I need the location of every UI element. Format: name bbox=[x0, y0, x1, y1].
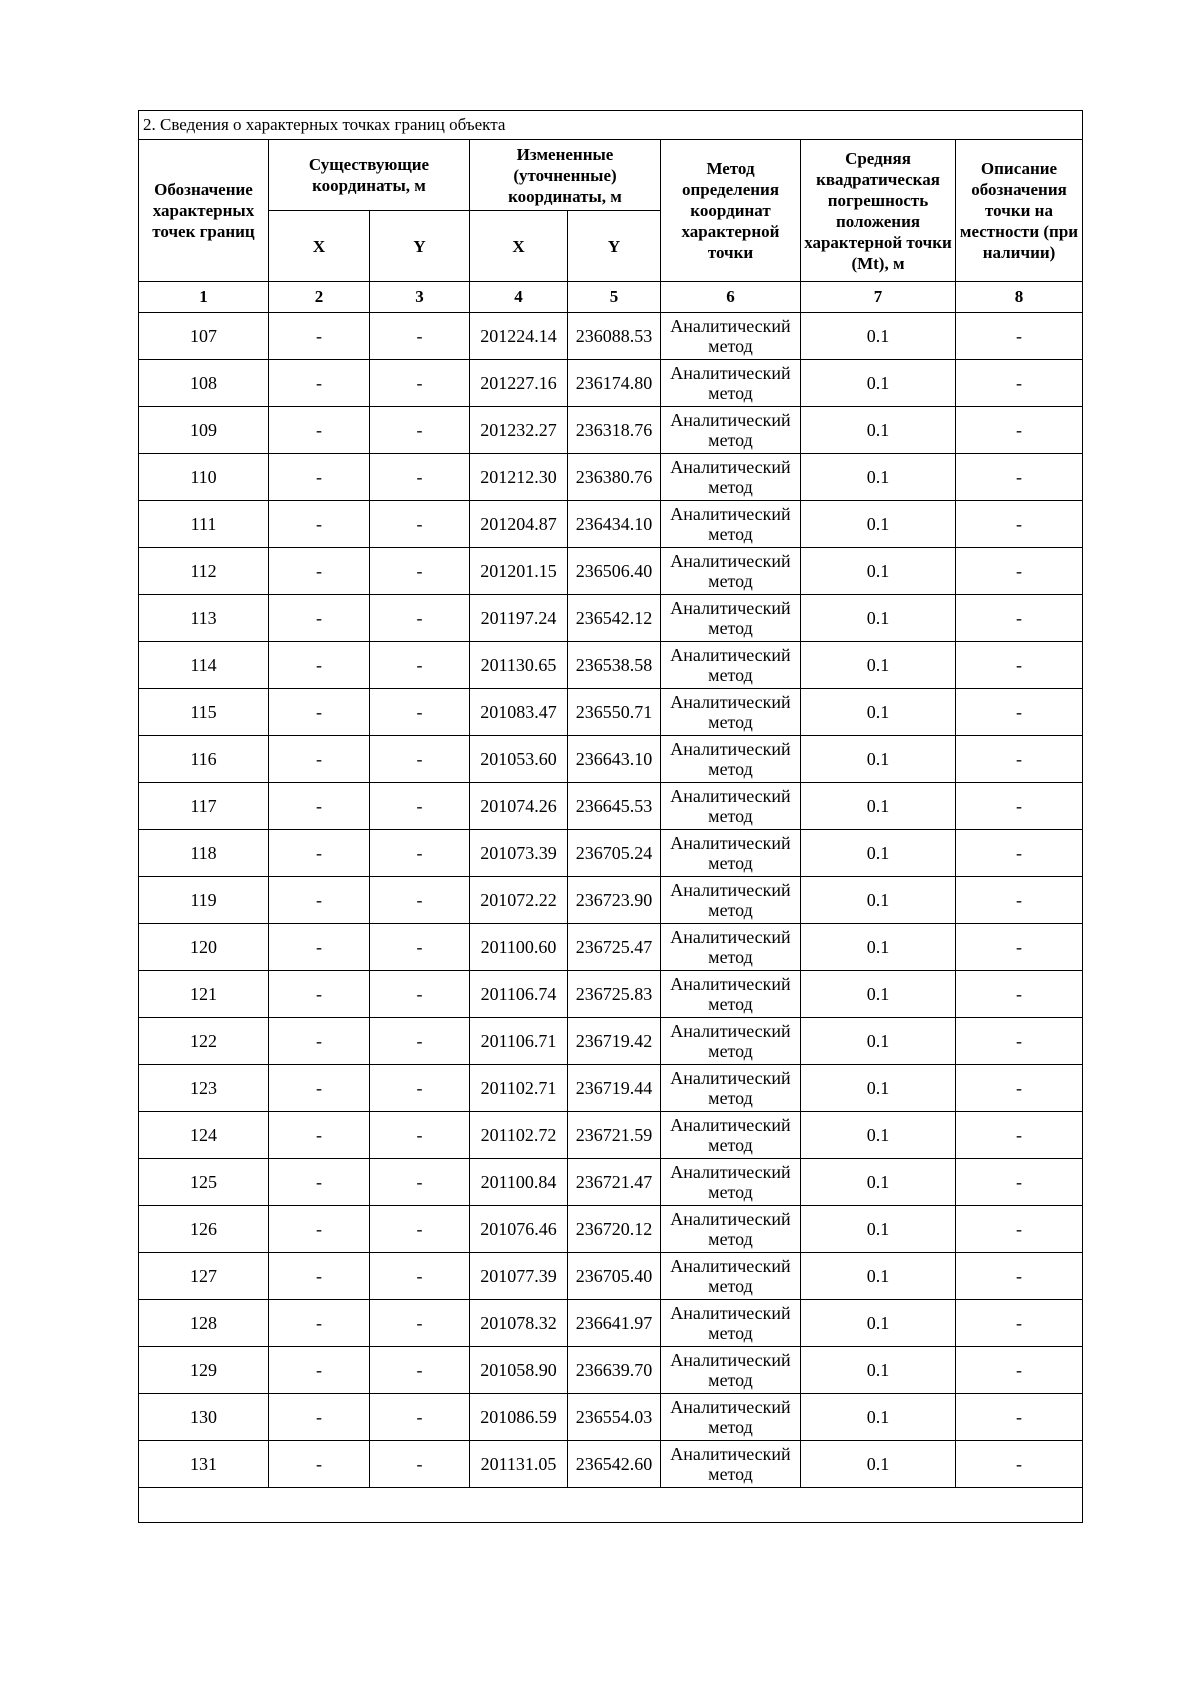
table-row bbox=[139, 501, 1083, 548]
cell-description: - bbox=[956, 454, 1083, 501]
cell-changed-x: 201058.90 bbox=[470, 1347, 568, 1394]
cell-point-number: 113 bbox=[139, 595, 269, 642]
cell-point-number: 122 bbox=[139, 1018, 269, 1065]
cell-mean-error: 0.1 bbox=[801, 877, 956, 924]
cell-point-number: 118 bbox=[139, 830, 269, 877]
cell-mean-error: 0.1 bbox=[801, 360, 956, 407]
header-existing-y: Y bbox=[370, 211, 470, 282]
cell-description: - bbox=[956, 1112, 1083, 1159]
document-page bbox=[138, 110, 1082, 1523]
cell-changed-x: 201053.60 bbox=[470, 736, 568, 783]
cell-changed-x: 201072.22 bbox=[470, 877, 568, 924]
cell-changed-x: 201130.65 bbox=[470, 642, 568, 689]
cell-point-number: 115 bbox=[139, 689, 269, 736]
cell-mean-error: 0.1 bbox=[801, 1018, 956, 1065]
cell-description: - bbox=[956, 830, 1083, 877]
cell-description: - bbox=[956, 1253, 1083, 1300]
header-changed-coordinates: Измененные (уточненные) координаты, м bbox=[470, 140, 661, 211]
cell-changed-x: 201086.59 bbox=[470, 1394, 568, 1441]
cell-method: Аналитический метод bbox=[661, 407, 801, 454]
cell-existing-x: - bbox=[269, 313, 370, 360]
cell-method: Аналитический метод bbox=[661, 689, 801, 736]
cell-existing-y: - bbox=[370, 971, 470, 1018]
cell-existing-x: - bbox=[269, 548, 370, 595]
cell-changed-x: 201076.46 bbox=[470, 1206, 568, 1253]
cell-point-number: 114 bbox=[139, 642, 269, 689]
table-row bbox=[139, 1300, 1083, 1347]
cell-method: Аналитический метод bbox=[661, 1347, 801, 1394]
cell-existing-x: - bbox=[269, 595, 370, 642]
cell-point-number: 112 bbox=[139, 548, 269, 595]
cell-existing-y: - bbox=[370, 454, 470, 501]
cell-mean-error: 0.1 bbox=[801, 1394, 956, 1441]
table-row bbox=[139, 313, 1083, 360]
cell-description: - bbox=[956, 971, 1083, 1018]
cell-changed-x: 201083.47 bbox=[470, 689, 568, 736]
cell-changed-y: 236550.71 bbox=[568, 689, 661, 736]
cell-point-number: 109 bbox=[139, 407, 269, 454]
cell-changed-x: 201212.30 bbox=[470, 454, 568, 501]
cell-method: Аналитический метод bbox=[661, 1394, 801, 1441]
cell-changed-y: 236723.90 bbox=[568, 877, 661, 924]
cell-method: Аналитический метод bbox=[661, 1253, 801, 1300]
column-number: 8 bbox=[956, 282, 1083, 313]
cell-description: - bbox=[956, 736, 1083, 783]
table-row bbox=[139, 1018, 1083, 1065]
empty-cell bbox=[139, 1488, 1083, 1523]
cell-description: - bbox=[956, 1300, 1083, 1347]
cell-changed-y: 236318.76 bbox=[568, 407, 661, 454]
cell-changed-x: 201106.74 bbox=[470, 971, 568, 1018]
cell-description: - bbox=[956, 689, 1083, 736]
cell-existing-y: - bbox=[370, 548, 470, 595]
cell-existing-x: - bbox=[269, 689, 370, 736]
cell-description: - bbox=[956, 548, 1083, 595]
cell-changed-y: 236725.83 bbox=[568, 971, 661, 1018]
cell-changed-y: 236705.24 bbox=[568, 830, 661, 877]
cell-mean-error: 0.1 bbox=[801, 548, 956, 595]
cell-description: - bbox=[956, 1394, 1083, 1441]
header-changed-y: Y bbox=[568, 211, 661, 282]
table-row bbox=[139, 971, 1083, 1018]
cell-changed-x: 201201.15 bbox=[470, 548, 568, 595]
cell-existing-y: - bbox=[370, 1441, 470, 1488]
cell-mean-error: 0.1 bbox=[801, 1159, 956, 1206]
cell-description: - bbox=[956, 1065, 1083, 1112]
cell-method: Аналитический метод bbox=[661, 501, 801, 548]
cell-mean-error: 0.1 bbox=[801, 313, 956, 360]
table-row bbox=[139, 689, 1083, 736]
cell-method: Аналитический метод bbox=[661, 1065, 801, 1112]
cell-existing-y: - bbox=[370, 313, 470, 360]
cell-existing-y: - bbox=[370, 642, 470, 689]
cell-existing-x: - bbox=[269, 1112, 370, 1159]
table-row bbox=[139, 1159, 1083, 1206]
cell-changed-y: 236434.10 bbox=[568, 501, 661, 548]
cell-existing-y: - bbox=[370, 1065, 470, 1112]
column-number: 7 bbox=[801, 282, 956, 313]
cell-existing-y: - bbox=[370, 736, 470, 783]
cell-method: Аналитический метод bbox=[661, 783, 801, 830]
cell-method: Аналитический метод bbox=[661, 1018, 801, 1065]
cell-mean-error: 0.1 bbox=[801, 501, 956, 548]
cell-changed-y: 236542.60 bbox=[568, 1441, 661, 1488]
cell-method: Аналитический метод bbox=[661, 924, 801, 971]
cell-description: - bbox=[956, 783, 1083, 830]
table-row bbox=[139, 1065, 1083, 1112]
table-row bbox=[139, 595, 1083, 642]
cell-changed-y: 236641.97 bbox=[568, 1300, 661, 1347]
cell-mean-error: 0.1 bbox=[801, 783, 956, 830]
cell-mean-error: 0.1 bbox=[801, 924, 956, 971]
cell-point-number: 110 bbox=[139, 454, 269, 501]
cell-changed-y: 236542.12 bbox=[568, 595, 661, 642]
cell-existing-x: - bbox=[269, 1159, 370, 1206]
cell-description: - bbox=[956, 501, 1083, 548]
cell-existing-y: - bbox=[370, 1347, 470, 1394]
cell-changed-x: 201074.26 bbox=[470, 783, 568, 830]
cell-existing-x: - bbox=[269, 877, 370, 924]
cell-existing-x: - bbox=[269, 1441, 370, 1488]
table-row bbox=[139, 454, 1083, 501]
cell-description: - bbox=[956, 1347, 1083, 1394]
cell-method: Аналитический метод bbox=[661, 595, 801, 642]
cell-existing-y: - bbox=[370, 924, 470, 971]
cell-changed-y: 236506.40 bbox=[568, 548, 661, 595]
cell-point-number: 120 bbox=[139, 924, 269, 971]
cell-description: - bbox=[956, 407, 1083, 454]
header-mean-error: Средняя квадратическая погрешность положения характерной точки (Mt), м bbox=[801, 140, 956, 282]
table-row bbox=[139, 407, 1083, 454]
cell-point-number: 125 bbox=[139, 1159, 269, 1206]
cell-existing-y: - bbox=[370, 830, 470, 877]
cell-point-number: 107 bbox=[139, 313, 269, 360]
cell-changed-x: 201102.71 bbox=[470, 1065, 568, 1112]
cell-existing-x: - bbox=[269, 407, 370, 454]
cell-method: Аналитический метод bbox=[661, 830, 801, 877]
cell-existing-y: - bbox=[370, 1159, 470, 1206]
column-number: 3 bbox=[370, 282, 470, 313]
cell-mean-error: 0.1 bbox=[801, 1441, 956, 1488]
table-row bbox=[139, 1394, 1083, 1441]
cell-changed-x: 201077.39 bbox=[470, 1253, 568, 1300]
cell-description: - bbox=[956, 877, 1083, 924]
cell-existing-y: - bbox=[370, 1018, 470, 1065]
table-row bbox=[139, 1441, 1083, 1488]
table-row bbox=[139, 642, 1083, 689]
cell-method: Аналитический метод bbox=[661, 877, 801, 924]
cell-method: Аналитический метод bbox=[661, 1441, 801, 1488]
cell-existing-x: - bbox=[269, 1018, 370, 1065]
cell-mean-error: 0.1 bbox=[801, 642, 956, 689]
cell-changed-x: 201232.27 bbox=[470, 407, 568, 454]
cell-changed-y: 236639.70 bbox=[568, 1347, 661, 1394]
cell-existing-x: - bbox=[269, 1206, 370, 1253]
cell-changed-x: 201224.14 bbox=[470, 313, 568, 360]
cell-changed-x: 201227.16 bbox=[470, 360, 568, 407]
cell-existing-x: - bbox=[269, 1394, 370, 1441]
cell-point-number: 121 bbox=[139, 971, 269, 1018]
header-description: Описание обозначения точки на местности (при наличии) bbox=[956, 140, 1083, 282]
cell-existing-x: - bbox=[269, 924, 370, 971]
cell-changed-x: 201204.87 bbox=[470, 501, 568, 548]
cell-point-number: 108 bbox=[139, 360, 269, 407]
cell-mean-error: 0.1 bbox=[801, 1300, 956, 1347]
cell-existing-y: - bbox=[370, 877, 470, 924]
header-changed-x: X bbox=[470, 211, 568, 282]
cell-existing-y: - bbox=[370, 1253, 470, 1300]
cell-method: Аналитический метод bbox=[661, 736, 801, 783]
cell-point-number: 116 bbox=[139, 736, 269, 783]
cell-point-number: 124 bbox=[139, 1112, 269, 1159]
cell-changed-y: 236705.40 bbox=[568, 1253, 661, 1300]
cell-changed-x: 201078.32 bbox=[470, 1300, 568, 1347]
cell-description: - bbox=[956, 1206, 1083, 1253]
table-row bbox=[139, 1112, 1083, 1159]
cell-changed-x: 201100.84 bbox=[470, 1159, 568, 1206]
cell-changed-x: 201102.72 bbox=[470, 1112, 568, 1159]
cell-changed-y: 236721.59 bbox=[568, 1112, 661, 1159]
cell-changed-x: 201131.05 bbox=[470, 1441, 568, 1488]
cell-changed-y: 236645.53 bbox=[568, 783, 661, 830]
table-row bbox=[139, 1206, 1083, 1253]
column-number: 5 bbox=[568, 282, 661, 313]
cell-mean-error: 0.1 bbox=[801, 1347, 956, 1394]
cell-method: Аналитический метод bbox=[661, 548, 801, 595]
table-row bbox=[139, 360, 1083, 407]
cell-existing-x: - bbox=[269, 642, 370, 689]
cell-existing-y: - bbox=[370, 595, 470, 642]
cell-existing-x: - bbox=[269, 830, 370, 877]
header-point-designation: Обозначение характерных точек границ bbox=[139, 140, 269, 282]
cell-method: Аналитический метод bbox=[661, 1112, 801, 1159]
cell-point-number: 117 bbox=[139, 783, 269, 830]
cell-changed-x: 201073.39 bbox=[470, 830, 568, 877]
cell-existing-y: - bbox=[370, 1112, 470, 1159]
cell-mean-error: 0.1 bbox=[801, 1253, 956, 1300]
cell-description: - bbox=[956, 360, 1083, 407]
cell-changed-y: 236721.47 bbox=[568, 1159, 661, 1206]
cell-existing-x: - bbox=[269, 1347, 370, 1394]
table-row bbox=[139, 736, 1083, 783]
column-number: 1 bbox=[139, 282, 269, 313]
column-number: 4 bbox=[470, 282, 568, 313]
cell-description: - bbox=[956, 595, 1083, 642]
table-row bbox=[139, 877, 1083, 924]
table-row bbox=[139, 924, 1083, 971]
table-row bbox=[139, 548, 1083, 595]
cell-existing-y: - bbox=[370, 783, 470, 830]
cell-changed-y: 236174.80 bbox=[568, 360, 661, 407]
table-row bbox=[139, 1347, 1083, 1394]
cell-changed-x: 201106.71 bbox=[470, 1018, 568, 1065]
cell-description: - bbox=[956, 924, 1083, 971]
cell-point-number: 129 bbox=[139, 1347, 269, 1394]
table-body bbox=[139, 313, 1083, 1488]
cell-mean-error: 0.1 bbox=[801, 407, 956, 454]
cell-mean-error: 0.1 bbox=[801, 454, 956, 501]
cell-changed-y: 236538.58 bbox=[568, 642, 661, 689]
cell-description: - bbox=[956, 1159, 1083, 1206]
cell-method: Аналитический метод bbox=[661, 1159, 801, 1206]
cell-method: Аналитический метод bbox=[661, 313, 801, 360]
cell-point-number: 131 bbox=[139, 1441, 269, 1488]
cell-existing-y: - bbox=[370, 1394, 470, 1441]
cell-mean-error: 0.1 bbox=[801, 1112, 956, 1159]
cell-point-number: 130 bbox=[139, 1394, 269, 1441]
cell-existing-x: - bbox=[269, 1065, 370, 1112]
table-row bbox=[139, 783, 1083, 830]
header-existing-coordinates: Существующие координаты, м bbox=[269, 140, 470, 211]
cell-mean-error: 0.1 bbox=[801, 689, 956, 736]
cell-existing-x: - bbox=[269, 1253, 370, 1300]
cell-description: - bbox=[956, 1018, 1083, 1065]
cell-method: Аналитический метод bbox=[661, 1300, 801, 1347]
cell-changed-y: 236725.47 bbox=[568, 924, 661, 971]
cell-changed-y: 236643.10 bbox=[568, 736, 661, 783]
cell-method: Аналитический метод bbox=[661, 642, 801, 689]
cell-changed-y: 236719.42 bbox=[568, 1018, 661, 1065]
cell-changed-y: 236088.53 bbox=[568, 313, 661, 360]
cell-existing-x: - bbox=[269, 360, 370, 407]
cell-method: Аналитический метод bbox=[661, 454, 801, 501]
column-number: 2 bbox=[269, 282, 370, 313]
cell-changed-x: 201100.60 bbox=[470, 924, 568, 971]
cell-existing-y: - bbox=[370, 407, 470, 454]
header-existing-x: X bbox=[269, 211, 370, 282]
cell-existing-x: - bbox=[269, 736, 370, 783]
cell-existing-x: - bbox=[269, 783, 370, 830]
cell-point-number: 111 bbox=[139, 501, 269, 548]
boundary-points-table bbox=[138, 110, 1083, 1523]
cell-changed-y: 236719.44 bbox=[568, 1065, 661, 1112]
cell-mean-error: 0.1 bbox=[801, 830, 956, 877]
section-title: 2. Сведения о характерных точках границ объекта bbox=[139, 111, 1083, 140]
cell-point-number: 119 bbox=[139, 877, 269, 924]
table-row bbox=[139, 830, 1083, 877]
cell-mean-error: 0.1 bbox=[801, 736, 956, 783]
cell-point-number: 126 bbox=[139, 1206, 269, 1253]
cell-method: Аналитический метод bbox=[661, 1206, 801, 1253]
cell-existing-y: - bbox=[370, 1206, 470, 1253]
cell-mean-error: 0.1 bbox=[801, 1065, 956, 1112]
cell-point-number: 127 bbox=[139, 1253, 269, 1300]
cell-existing-y: - bbox=[370, 689, 470, 736]
table-empty-footer-row bbox=[139, 1488, 1083, 1523]
cell-changed-y: 236554.03 bbox=[568, 1394, 661, 1441]
cell-changed-y: 236720.12 bbox=[568, 1206, 661, 1253]
cell-method: Аналитический метод bbox=[661, 971, 801, 1018]
cell-point-number: 123 bbox=[139, 1065, 269, 1112]
cell-existing-y: - bbox=[370, 501, 470, 548]
cell-existing-y: - bbox=[370, 1300, 470, 1347]
column-number: 6 bbox=[661, 282, 801, 313]
cell-description: - bbox=[956, 642, 1083, 689]
cell-existing-x: - bbox=[269, 454, 370, 501]
cell-description: - bbox=[956, 1441, 1083, 1488]
cell-description: - bbox=[956, 313, 1083, 360]
cell-mean-error: 0.1 bbox=[801, 1206, 956, 1253]
cell-mean-error: 0.1 bbox=[801, 971, 956, 1018]
cell-existing-x: - bbox=[269, 1300, 370, 1347]
cell-mean-error: 0.1 bbox=[801, 595, 956, 642]
header-method: Метод определения координат характерной точки bbox=[661, 140, 801, 282]
table-row bbox=[139, 1253, 1083, 1300]
cell-existing-y: - bbox=[370, 360, 470, 407]
cell-existing-x: - bbox=[269, 501, 370, 548]
column-number-row bbox=[139, 282, 1083, 313]
cell-point-number: 128 bbox=[139, 1300, 269, 1347]
cell-changed-y: 236380.76 bbox=[568, 454, 661, 501]
cell-changed-x: 201197.24 bbox=[470, 595, 568, 642]
cell-existing-x: - bbox=[269, 971, 370, 1018]
cell-method: Аналитический метод bbox=[661, 360, 801, 407]
